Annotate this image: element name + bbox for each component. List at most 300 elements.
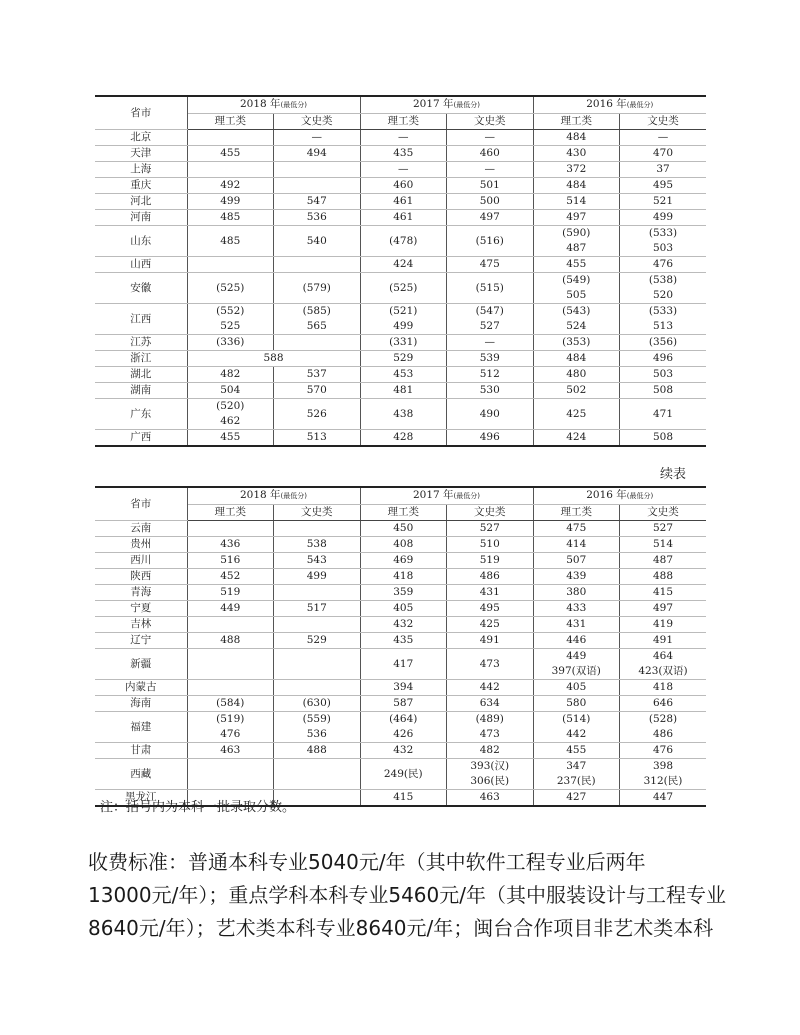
score-cell <box>274 743 361 759</box>
score-value: 488 <box>220 634 241 646</box>
score-cell <box>360 633 447 649</box>
province-cell: 黑龙江 <box>95 790 187 807</box>
score-cell <box>447 383 534 399</box>
score-value: 476 <box>652 258 674 270</box>
table-row <box>95 633 706 649</box>
score-cell <box>360 601 447 617</box>
province-cell: 西川 <box>95 553 187 569</box>
score-cell <box>187 712 274 743</box>
score-cell <box>533 367 620 383</box>
province-cell: 海南 <box>95 696 187 712</box>
score-value: 570 <box>306 384 327 396</box>
table-row <box>95 304 706 335</box>
score-cell <box>447 226 534 257</box>
score-cell <box>447 633 534 649</box>
score-value: 536 <box>306 211 327 223</box>
score-value: 484 <box>566 179 587 191</box>
score-cell <box>620 162 707 178</box>
province-cell: 上海 <box>95 162 187 178</box>
score-value: 312(民) <box>643 775 683 787</box>
score-cell <box>187 162 274 178</box>
score-cell <box>187 130 274 146</box>
score-cell <box>274 130 361 146</box>
fee-line: 13000元/年）；重点学科本科专业5460元/年（其中服装设计与工程专业 <box>88 883 726 907</box>
province-cell: 重庆 <box>95 178 187 194</box>
score-cell <box>274 569 361 585</box>
score-cell <box>187 585 274 601</box>
score-cell <box>447 367 534 383</box>
score-value: (514) <box>562 713 591 725</box>
score-value: 482 <box>220 368 241 380</box>
table-row <box>95 743 706 759</box>
score-cell <box>187 257 274 273</box>
score-value: 505 <box>566 289 587 301</box>
score-cell <box>533 273 620 304</box>
score-value: (528) <box>648 713 678 725</box>
score-value: 461 <box>393 195 414 207</box>
score-value: 529 <box>393 352 414 364</box>
score-value: 393(汉) <box>470 760 510 772</box>
year-2017-header: 2017 年(最低分) <box>360 487 533 505</box>
score-value: 476 <box>220 728 241 740</box>
score-cell <box>360 130 447 146</box>
score-value: 503 <box>652 368 674 380</box>
score-cell <box>187 680 274 696</box>
score-value: 425 <box>479 618 500 630</box>
score-value: 507 <box>566 554 587 566</box>
score-cell <box>360 194 447 210</box>
province-cell: 西藏 <box>95 759 187 790</box>
score-cell <box>360 743 447 759</box>
score-cell <box>360 146 447 162</box>
year-2016-header: 2016 年(最低分) <box>533 96 706 114</box>
science-header: 理工类 <box>187 505 274 521</box>
score-cell <box>274 430 361 447</box>
score-value: (543) <box>562 305 591 317</box>
score-cell <box>187 226 274 257</box>
score-cell <box>360 617 447 633</box>
score-value: 359 <box>393 586 414 598</box>
score-cell <box>533 399 620 430</box>
score-cell <box>533 146 620 162</box>
score-value: 501 <box>479 179 500 191</box>
score-cell <box>533 521 620 537</box>
score-value: 419 <box>652 618 674 630</box>
score-value: (547) <box>475 305 504 317</box>
score-value: 433 <box>566 602 587 614</box>
score-cell <box>360 226 447 257</box>
score-value: (559) <box>302 713 331 725</box>
score-cell <box>187 210 274 226</box>
score-value: (336) <box>216 336 245 348</box>
score-value: 565 <box>306 320 327 332</box>
province-cell: 湖北 <box>95 367 187 383</box>
score-value: 488 <box>306 744 327 756</box>
score-value: (579) <box>302 281 331 294</box>
score-cell <box>447 210 534 226</box>
score-cell <box>187 521 274 537</box>
score-cell <box>274 178 361 194</box>
score-cell <box>447 130 534 146</box>
score-cell <box>533 351 620 367</box>
province-cell: 广西 <box>95 430 187 447</box>
score-value: 398 <box>652 760 674 772</box>
score-value: 372 <box>566 163 587 175</box>
score-value: 442 <box>479 681 500 693</box>
score-cell <box>447 696 534 712</box>
score-value: 514 <box>566 195 587 207</box>
table-row <box>95 367 706 383</box>
score-cell <box>274 335 361 351</box>
arts-header: 文史类 <box>447 505 534 521</box>
score-value: 439 <box>566 570 587 582</box>
score-value: 537 <box>306 368 327 380</box>
score-value: 405 <box>393 602 414 614</box>
score-cell <box>533 680 620 696</box>
score-cell <box>274 399 361 430</box>
score-cell <box>360 273 447 304</box>
score-value: 499 <box>306 570 327 582</box>
score-cell <box>447 617 534 633</box>
score-value: — <box>484 131 495 143</box>
score-cell <box>533 569 620 585</box>
score-cell <box>620 696 707 712</box>
score-value: 435 <box>393 634 414 646</box>
score-cell <box>274 696 361 712</box>
score-value: 473 <box>479 728 500 740</box>
score-value: (521) <box>389 305 418 317</box>
score-value: (520) <box>216 400 245 412</box>
score-cell <box>360 304 447 335</box>
score-cell <box>447 178 534 194</box>
score-cell <box>620 680 707 696</box>
score-value: 471 <box>652 407 674 420</box>
score-cell <box>274 367 361 383</box>
score-value: 460 <box>393 179 414 191</box>
score-cell <box>533 210 620 226</box>
arts-header: 文史类 <box>274 114 361 130</box>
table-note: 注：括号内为本科一批录取分数。 <box>100 800 296 815</box>
table-row <box>95 521 706 537</box>
score-cell <box>620 617 707 633</box>
score-cell <box>360 712 447 743</box>
province-cell: 福建 <box>95 712 187 743</box>
score-value: 432 <box>393 618 414 630</box>
score-value: 646 <box>652 697 674 709</box>
score-value: 499 <box>652 211 674 223</box>
score-value: 415 <box>393 791 414 803</box>
score-cell <box>187 601 274 617</box>
score-value: 249(民) <box>383 767 423 780</box>
fee-paragraph <box>88 846 728 945</box>
score-cell <box>274 633 361 649</box>
score-cell <box>620 553 707 569</box>
table-row <box>95 696 706 712</box>
score-value: 405 <box>566 681 587 693</box>
score-cell <box>447 790 534 807</box>
score-cell <box>620 430 707 447</box>
score-cell <box>447 649 534 680</box>
score-cell <box>274 680 361 696</box>
score-cell <box>533 178 620 194</box>
score-value: 538 <box>306 538 327 550</box>
score-cell <box>360 537 447 553</box>
continued-label: 续表 <box>660 467 687 482</box>
table-row <box>95 351 706 367</box>
score-value: 529 <box>306 634 327 646</box>
science-header: 理工类 <box>360 505 447 521</box>
score-cell <box>620 226 707 257</box>
score-value: 418 <box>652 681 674 693</box>
score-cell <box>360 257 447 273</box>
score-cell <box>533 335 620 351</box>
province-cell: 江西 <box>95 304 187 335</box>
table-row <box>95 257 706 273</box>
score-cell <box>447 585 534 601</box>
score-value: 481 <box>393 384 414 396</box>
score-value: 463 <box>479 791 500 803</box>
score-cell <box>360 759 447 790</box>
score-value: 417 <box>393 657 414 670</box>
score-cell <box>447 537 534 553</box>
score-cell <box>360 430 447 447</box>
score-value: 499 <box>393 320 414 332</box>
score-value: 500 <box>479 195 500 207</box>
table-row <box>95 146 706 162</box>
score-cell <box>360 178 447 194</box>
score-value: 436 <box>220 538 241 550</box>
score-cell <box>187 649 274 680</box>
score-cell <box>620 257 707 273</box>
score-value: (489) <box>475 713 504 725</box>
score-value: — <box>311 131 322 143</box>
score-value: 496 <box>652 352 674 364</box>
score-value: 484 <box>566 352 587 364</box>
science-header: 理工类 <box>187 114 274 130</box>
province-cell: 山西 <box>95 257 187 273</box>
province-header: 省市 <box>95 487 187 521</box>
score-cell <box>447 399 534 430</box>
score-value: 430 <box>566 147 587 159</box>
score-cell <box>360 696 447 712</box>
score-cell <box>360 553 447 569</box>
score-value: 435 <box>393 147 414 159</box>
score-value: 431 <box>566 618 587 630</box>
score-value: 486 <box>479 570 500 582</box>
score-value: — <box>398 131 409 143</box>
score-cell <box>274 601 361 617</box>
score-value: 525 <box>220 320 241 332</box>
score-cell <box>620 383 707 399</box>
score-cell <box>447 553 534 569</box>
score-value: 347 <box>566 760 587 772</box>
score-cell <box>360 367 447 383</box>
score-cell <box>274 553 361 569</box>
score-cell <box>360 335 447 351</box>
score-value: 520 <box>652 289 674 301</box>
table-row <box>95 399 706 430</box>
score-value: 447 <box>652 791 674 803</box>
score-cell <box>620 601 707 617</box>
score-cell-merged: 588 <box>187 351 360 367</box>
arts-header: 文史类 <box>620 505 707 521</box>
score-cell <box>620 273 707 304</box>
score-value: 475 <box>566 522 587 534</box>
score-cell <box>360 399 447 430</box>
score-cell <box>620 367 707 383</box>
table-row <box>95 537 706 553</box>
score-cell <box>447 680 534 696</box>
score-cell <box>274 162 361 178</box>
score-cell <box>533 130 620 146</box>
score-value: (525) <box>389 281 418 294</box>
year-2017-header: 2017 年(最低分) <box>360 96 533 114</box>
score-value: 494 <box>306 147 327 159</box>
score-value: 414 <box>566 538 587 550</box>
score-value: 497 <box>652 602 674 614</box>
score-value: 513 <box>306 431 327 443</box>
score-cell <box>274 146 361 162</box>
score-cell <box>360 210 447 226</box>
province-cell: 山东 <box>95 226 187 257</box>
fee-line: 8640元/年）；艺术类本科专业8640元/年；闽台合作项目非艺术类本科 <box>88 916 714 940</box>
table-row <box>95 178 706 194</box>
score-cell <box>620 130 707 146</box>
score-value: 424 <box>566 431 587 443</box>
score-value: 464 <box>652 650 674 662</box>
score-cell <box>620 194 707 210</box>
score-value: 495 <box>652 179 674 191</box>
score-cell <box>274 617 361 633</box>
score-cell <box>620 569 707 585</box>
score-value: 519 <box>479 554 500 566</box>
table-row <box>95 553 706 569</box>
score-value: (516) <box>475 234 504 247</box>
score-value: 587 <box>393 697 414 709</box>
score-value: 463 <box>220 744 241 756</box>
score-value: 418 <box>393 570 414 582</box>
score-value: 455 <box>220 147 241 159</box>
score-value: 503 <box>652 242 674 254</box>
score-cell <box>187 178 274 194</box>
score-value: 438 <box>393 407 414 420</box>
score-value: 424 <box>393 258 414 270</box>
year-2018-header: 2018 年(最低分) <box>187 96 360 114</box>
score-cell <box>187 430 274 447</box>
score-value: 470 <box>652 147 674 159</box>
score-value: 527 <box>479 320 500 332</box>
score-cell <box>620 146 707 162</box>
score-cell <box>533 790 620 807</box>
score-cell <box>447 335 534 351</box>
year-2018-header: 2018 年(最低分) <box>187 487 360 505</box>
score-cell <box>187 367 274 383</box>
score-cell <box>187 743 274 759</box>
score-cell <box>533 759 620 790</box>
score-value: 432 <box>393 744 414 756</box>
table-row <box>95 680 706 696</box>
score-value: (331) <box>389 336 418 348</box>
score-value: — <box>484 336 495 348</box>
score-cell <box>447 601 534 617</box>
table-row <box>95 383 706 399</box>
score-cell <box>533 633 620 649</box>
score-cell <box>360 162 447 178</box>
province-cell: 吉林 <box>95 617 187 633</box>
score-cell <box>274 194 361 210</box>
table-row <box>95 162 706 178</box>
score-value: 485 <box>220 234 241 247</box>
score-cell <box>447 194 534 210</box>
score-value: 473 <box>479 657 500 670</box>
score-value: 490 <box>479 407 500 420</box>
score-value: 527 <box>652 522 674 534</box>
score-cell <box>620 351 707 367</box>
province-cell: 青海 <box>95 585 187 601</box>
score-cell <box>620 712 707 743</box>
province-cell: 新疆 <box>95 649 187 680</box>
score-cell <box>447 712 534 743</box>
score-cell <box>533 553 620 569</box>
score-value: 449 <box>220 602 241 614</box>
score-cell <box>620 585 707 601</box>
score-value: — <box>484 163 495 175</box>
score-value: 408 <box>393 538 414 550</box>
score-cell <box>360 383 447 399</box>
score-cell <box>620 790 707 807</box>
score-cell <box>187 335 274 351</box>
arts-header: 文史类 <box>447 114 534 130</box>
score-value: 484 <box>566 131 587 143</box>
province-cell: 河南 <box>95 210 187 226</box>
score-cell <box>620 335 707 351</box>
score-cell <box>533 601 620 617</box>
table-row <box>95 712 706 743</box>
score-cell <box>360 790 447 807</box>
score-value: 446 <box>566 634 587 646</box>
score-cell <box>533 743 620 759</box>
province-cell: 安徽 <box>95 273 187 304</box>
score-value: (538) <box>648 274 678 286</box>
score-cell <box>620 521 707 537</box>
score-cell <box>274 257 361 273</box>
score-value: 485 <box>220 211 241 223</box>
score-value: (519) <box>216 713 245 725</box>
score-cell <box>274 521 361 537</box>
score-value: 427 <box>566 791 587 803</box>
score-value: (515) <box>475 281 504 294</box>
score-cell <box>533 162 620 178</box>
score-cell <box>274 210 361 226</box>
score-cell <box>360 521 447 537</box>
score-value: 521 <box>652 195 674 207</box>
score-cell <box>447 273 534 304</box>
score-value: 394 <box>393 681 414 693</box>
table-row <box>95 130 706 146</box>
score-value: 519 <box>220 586 241 598</box>
score-cell <box>620 399 707 430</box>
score-cell <box>533 585 620 601</box>
score-value: 524 <box>566 320 587 332</box>
score-value: (464) <box>389 713 418 725</box>
admission-score-table <box>95 95 706 447</box>
score-cell <box>620 210 707 226</box>
score-cell <box>360 680 447 696</box>
score-value: 476 <box>652 744 674 756</box>
score-value: 508 <box>652 384 674 396</box>
score-value: 497 <box>479 211 500 223</box>
score-value: 461 <box>393 211 414 223</box>
